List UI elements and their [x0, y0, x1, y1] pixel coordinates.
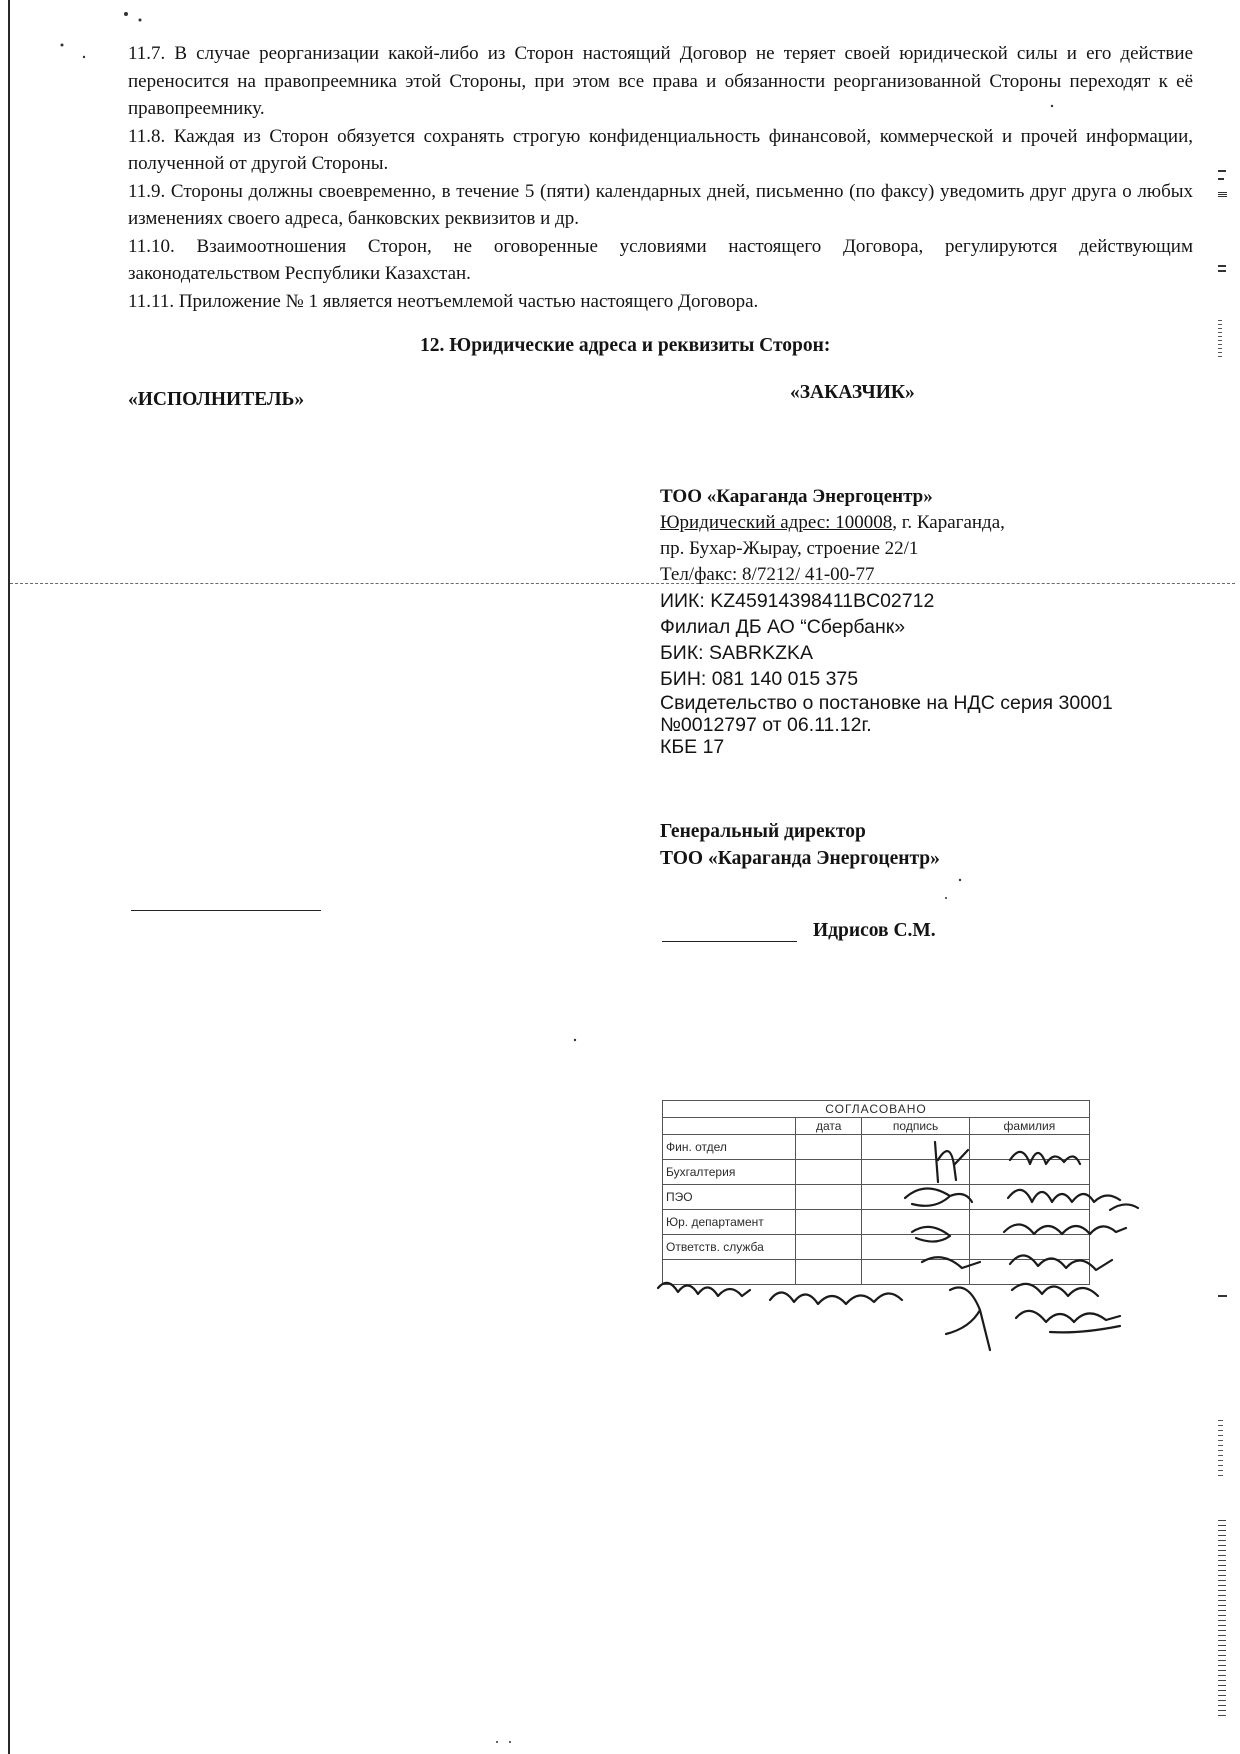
clause-11-10: 11.10. Взаимоотношения Сторон, не оговоренные условиями настоящего Договора, регулируются действующим законодательством Республики Казахстан.: [128, 235, 1193, 284]
clause-11-7: 11.7. В случае реорганизации какой-либо из Сторон настоящий Договор не теряет своей юридической силы и его действие переносится на правопреемника этой Стороны, при этом все права и обязанности реорганизованной Стороны переходят к её правопреемнику.: [128, 43, 1193, 119]
approval-row-label: ПЭО: [663, 1185, 796, 1210]
contract-clauses: [128, 40, 1193, 315]
bik-code: БИК: SABRKZKA: [660, 642, 814, 664]
approval-stamp: [662, 1100, 1090, 1317]
signatory-name: Идрисов С.М.: [813, 920, 936, 941]
bank-branch: Филиал ДБ АО “Сбербанк»: [660, 616, 906, 638]
address-city: , г. Караганда,: [892, 512, 1005, 533]
signatory-company: ТОО «Караганда Энергоцентр»: [660, 848, 940, 869]
approval-row-label: Ответств. служба: [663, 1235, 796, 1260]
approval-col-date: дата: [796, 1118, 862, 1135]
party-executor-heading: «ИСПОЛНИТЕЛЬ»: [128, 389, 305, 410]
phone-fax: Тел/факс: 8/7212/ 41-00-77: [660, 564, 875, 585]
executor-signature-line: [131, 910, 321, 911]
address-street: пр. Бухар-Жырау, строение 22/1: [660, 538, 919, 559]
vat-certificate: Свидетельство о постановке на НДС серия 30001: [660, 692, 1113, 714]
legal-address-line: [660, 510, 1220, 536]
approval-row-label: Фин. отдел: [663, 1135, 796, 1160]
section-title: 12. Юридические адреса и реквизиты Сторон:: [420, 335, 831, 356]
approval-col-surname: фамилия: [969, 1118, 1089, 1135]
approval-row-blank: [663, 1260, 796, 1285]
vat-certificate-number: №0012797 от 06.11.12г.: [660, 714, 872, 736]
approval-row-label: Бухгалтерия: [663, 1160, 796, 1185]
approval-row-label: Юр. департамент: [663, 1210, 796, 1235]
address-label: Юридический адрес: 100008: [660, 512, 893, 533]
kbe-code: КБЕ 17: [660, 736, 725, 758]
party-customer-heading: «ЗАКАЗЧИК»: [790, 382, 915, 403]
customer-requisites: [660, 484, 1220, 758]
scan-edge-line: [8, 0, 10, 1754]
signatory-position: Генеральный директор: [660, 821, 866, 842]
approval-blank-header: [663, 1118, 796, 1135]
iik-account: ИИК: KZ45914398411BC02712: [660, 590, 935, 612]
approval-col-signature: подпись: [862, 1118, 969, 1135]
clause-11-11: 11.11. Приложение № 1 является неотъемлемой частью настоящего Договора.: [128, 290, 759, 312]
company-name: ТОО «Караганда Энергоцентр»: [660, 486, 933, 507]
bin-number: БИН: 081 140 015 375: [660, 668, 859, 690]
approval-title: СОГЛАСОВАНО: [663, 1101, 1090, 1118]
signatory-block: [660, 818, 940, 872]
customer-signature-line: [662, 941, 797, 942]
clause-11-8: 11.8. Каждая из Сторон обязуется сохранять строгую конфиденциальность финансовой, коммерческой и прочей информации, полученной от другой Стороны.: [128, 125, 1193, 174]
approval-table: [662, 1100, 1090, 1285]
scan-margin-marks: [1218, 0, 1228, 1754]
clause-11-9: 11.9. Стороны должны своевременно, в течение 5 (пяти) календарных дней, письменно (по факсу) уведомить друг друга о любых изменениях своего адреса, банковских реквизитов и др.: [128, 180, 1193, 229]
